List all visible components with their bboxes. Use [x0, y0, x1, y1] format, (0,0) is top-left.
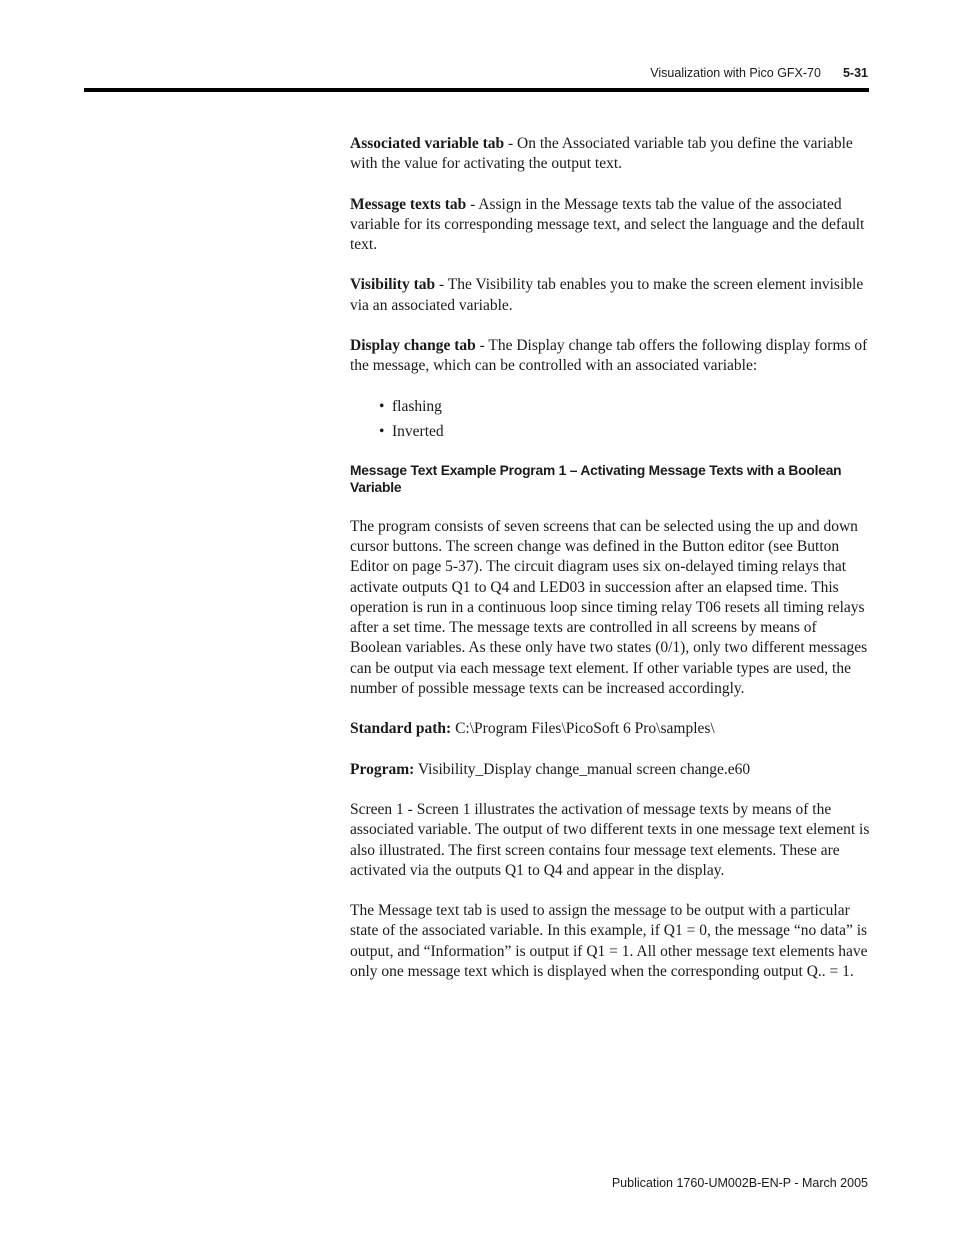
- bullet-icon: •: [379, 397, 385, 415]
- main-content: [350, 134, 870, 1002]
- section-heading: Message Text Example Program 1 – Activating Message Texts with a Boolean Variable: [350, 462, 842, 495]
- term-visibility-tab: Visibility tab: [350, 276, 436, 294]
- paragraph-display-change-tab: [350, 336, 870, 377]
- paragraph-standard-path: [350, 719, 870, 739]
- bullet-icon: •: [379, 422, 385, 440]
- paragraph-program-description: The program consists of seven screens that can be selected using the up and down cursor buttons. The screen change was defined in the Button editor (see Button Editor on page 5-37). The circuit diagram uses six on-delayed timing relays that activate outputs Q1 to Q4 and LED03 in succession after an elapsed time. This operation is run in a continuous loop since timing relay T06 resets all timing relays after a set time. The message texts are controlled in all screens by means of Boolean variables. As these only have two states (0/1), only two different messages can be output via each message text element. If other variable types are used, the number of possible message texts can be increased accordingly.: [350, 517, 868, 698]
- page-footer: Publication 1760-UM002B-EN-P - March 2005: [611, 1176, 868, 1190]
- paragraph-screen-1: Screen 1 - Screen 1 illustrates the activation of message texts by means of the associated variable. The output of two different texts in one message text element is also illustrated. The first screen contains four message text elements. These are activated via the outputs Q1 to Q4 and appear in the display.: [350, 800, 870, 879]
- list-item: [379, 422, 870, 442]
- paragraph-message-texts-tab: [350, 195, 870, 256]
- standard-path-value: C:\Program Files\PicoSoft 6 Pro\samples\: [451, 720, 715, 738]
- term-display-change-tab: Display change tab: [350, 337, 476, 355]
- text-message-texts-tab: - Assign in the Message texts tab the value of the associated variable for its corresponding message text, and select the language and the default text.: [350, 195, 865, 254]
- header-page-number: 5-31: [842, 66, 868, 80]
- display-forms-list: [350, 397, 870, 442]
- list-item-text: Inverted: [392, 422, 444, 440]
- list-item: [379, 397, 870, 417]
- term-message-texts-tab: Message texts tab: [350, 195, 467, 213]
- text-associated-variable-tab: - On the Associated variable tab you define the variable with the value for activating the output text.: [350, 135, 853, 173]
- term-associated-variable-tab: Associated variable tab: [350, 135, 505, 152]
- program-value: Visibility_Display change_manual screen change.e60: [414, 760, 751, 778]
- header-rule: [84, 88, 869, 92]
- paragraph-associated-variable-tab: [350, 134, 870, 175]
- header-title: Visualization with Pico GFX-70: [650, 66, 821, 80]
- list-item-text: flashing: [392, 397, 442, 415]
- paragraph-program: [350, 760, 870, 780]
- program-label: Program:: [350, 760, 415, 778]
- standard-path-label: Standard path:: [350, 720, 452, 738]
- page-header: [650, 66, 868, 80]
- text-visibility-tab: - The Visibility tab enables you to make the screen element invisible via an associated variable.: [350, 276, 864, 314]
- paragraph-visibility-tab: [350, 275, 870, 316]
- paragraph-message-text-tab: The Message text tab is used to assign the message to be output with a particular state of the associated variable. In this example, if Q1 = 0, the message “no data” is output, and “Information” is output if Q1 = 1. All other message text elements have only one message text which is displayed when the corresponding output Q.. = 1.: [350, 902, 868, 981]
- text-display-change-tab: - The Display change tab offers the following display forms of the message, which can be controlled with an associated variable:: [350, 337, 868, 375]
